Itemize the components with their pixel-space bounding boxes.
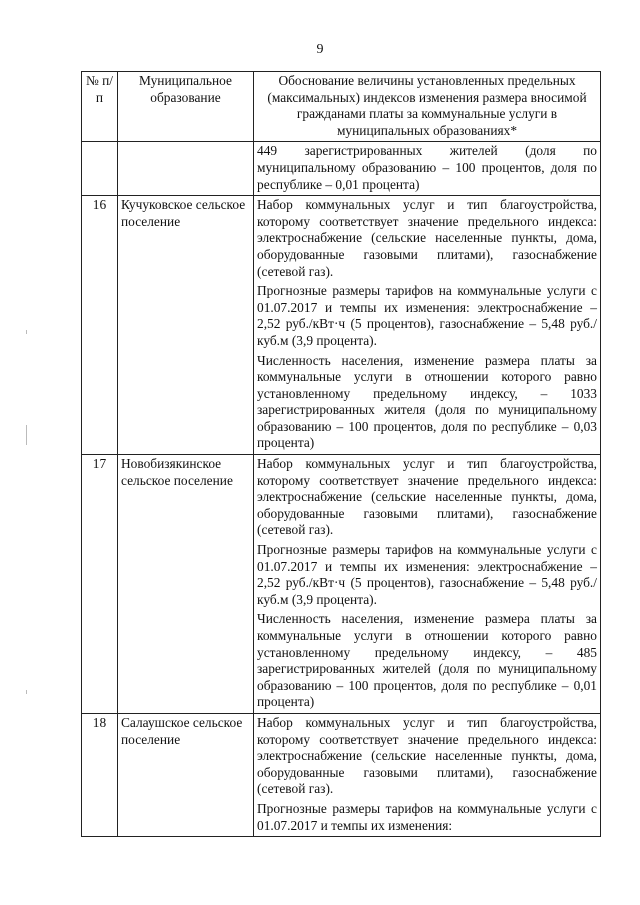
paragraph: Прогнозные размеры тарифов на коммунальные услуги с 01.07.2017 и темпы их изменения: электроснабжение – 2,52 руб./кВт·ч (5 процентов), газоснабжение – 5,48 руб./куб.м (3,9 процента). [257, 283, 597, 348]
paragraph: Численность населения, изменение размера платы за коммунальные услуги в отношении которого равно установленному предельному индексу, – 1033 зарегистрированных жителя (доля по муниципальному образованию – 100 процентов, доля по республике – 0,03 процента) [257, 352, 597, 451]
row-number: 16 [82, 196, 118, 455]
municipality-name: Салаушское сельское поселение [118, 713, 254, 836]
paragraph: Численность населения, изменение размера платы за коммунальные услуги в отношении которого равно установленному предельному индексу, – 485 зарегистрированных жителей (доля по муниципальному образованию – 100 процентов, доля по республике – 0,01 процента) [257, 611, 597, 710]
table-row [82, 713, 601, 836]
justification-cell [254, 196, 601, 455]
row-number: 18 [82, 713, 118, 836]
empty-cell [118, 142, 254, 196]
paragraph: Набор коммунальных услуг и тип благоустройства, которому соответствует значение предельного индекса: электроснабжение (сельские населенные пункты, дома, оборудованные газовыми плитами), газоснабжение (сетевой газ). [257, 197, 597, 279]
municipality-name: Кучуковское сельское поселение [118, 196, 254, 455]
table-row [82, 455, 601, 714]
header-justification: Обоснование величины установленных предельных (максимальных) индексов изменения размера вносимой гражданами платы за коммунальные услуги в муниципальных образованиях* [254, 72, 601, 142]
header-num: № п/п [82, 72, 118, 142]
margin-mark [26, 330, 27, 334]
header-municipality: Муниципальное образование [118, 72, 254, 142]
table-header-row [82, 72, 601, 142]
page-number: 9 [316, 42, 324, 57]
paragraph: Набор коммунальных услуг и тип благоустройства, которому соответствует значение предельного индекса: электроснабжение (сельские населенные пункты, дома, оборудованные газовыми плитами), газоснабжение (сетевой газ). [257, 456, 597, 538]
margin-mark [26, 690, 27, 694]
empty-cell [82, 142, 118, 196]
table-row [82, 196, 601, 455]
row-number: 17 [82, 455, 118, 714]
table-row [82, 142, 601, 196]
margin-mark [26, 425, 27, 445]
justification-cell [254, 455, 601, 714]
continuation-text: 449 зарегистрированных жителей (доля по муниципальному образованию – 100 процентов, доля по республике – 0,01 процента) [257, 143, 597, 192]
tariff-table [81, 71, 601, 837]
paragraph: Прогнозные размеры тарифов на коммунальные услуги с 01.07.2017 и темпы их изменения: электроснабжение – 2,52 руб./кВт·ч (5 процентов), газоснабжение – 5,48 руб./куб.м (3,9 процента). [257, 542, 597, 607]
paragraph: Прогнозные размеры тарифов на коммунальные услуги с 01.07.2017 и темпы их изменения: [257, 800, 597, 833]
municipality-name: Новобизякинское сельское поселение [118, 455, 254, 714]
justification-cell [254, 713, 601, 836]
continuation-cell [254, 142, 601, 196]
paragraph: Набор коммунальных услуг и тип благоустройства, которому соответствует значение предельного индекса: электроснабжение (сельские населенные пункты, дома, оборудованные газовыми плитами), газоснабжение (сетевой газ). [257, 714, 597, 797]
